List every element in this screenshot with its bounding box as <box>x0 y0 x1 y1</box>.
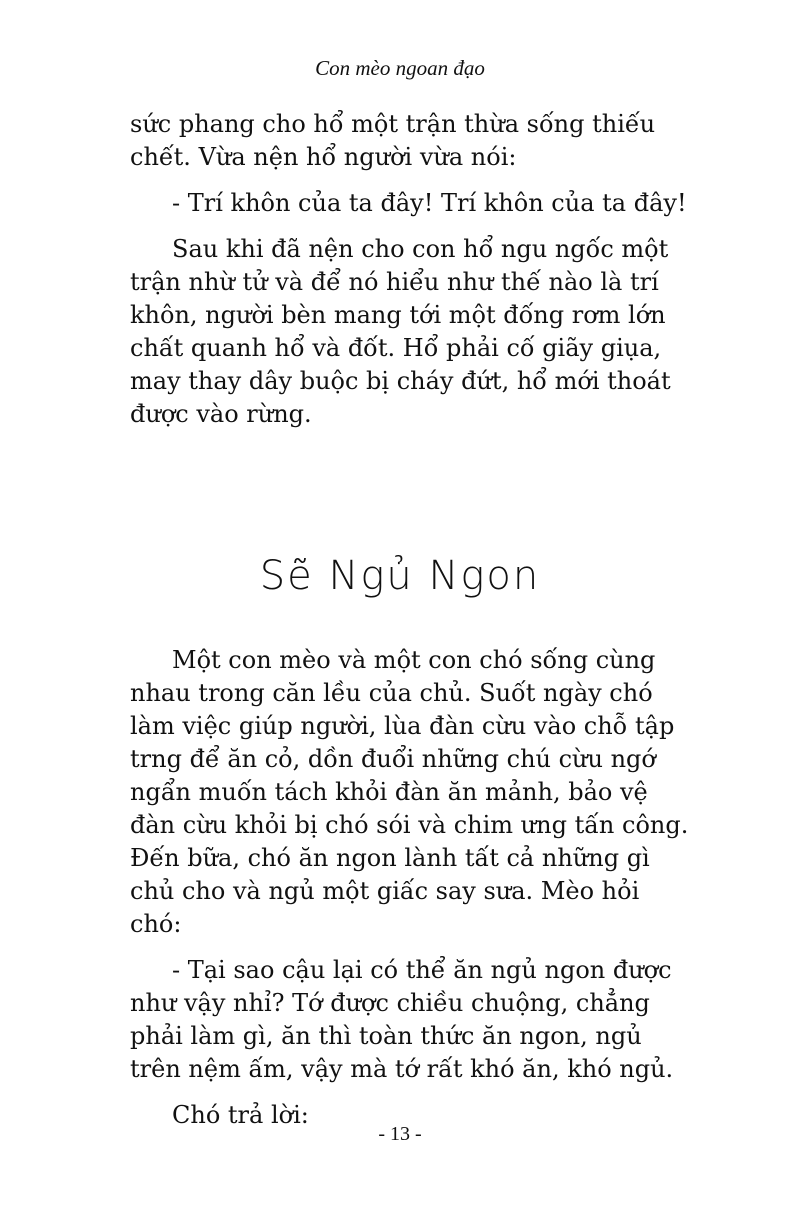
page-number: - 13 - <box>378 1123 422 1145</box>
paragraph-dialogue: - Trí khôn của ta đây! Trí khôn của ta đây! <box>172 189 687 217</box>
paragraph: sức phang cho hổ một trận thừa sống thiếu chết. Vừa nện hổ người vừa nói: <box>130 110 656 171</box>
previous-story-ending <box>130 108 692 431</box>
running-header: Con mèo ngoan đạo <box>315 56 485 80</box>
chapter-title: Sẽ Ngủ Ngon <box>259 553 541 599</box>
paragraph: Chó trả lời: <box>172 1101 309 1129</box>
paragraph: Một con mèo và một con chó sống cùng nhau trong căn lều của chủ. Suốt ngày chó làm việc giúp người, lùa đàn cừu vào chỗ tập trng để ăn cỏ, dồn đuổi những chú cừu ngớ ngẩn muốn tách khỏi đàn ăn mảnh, bảo vệ đàn cừu khỏi bị chó sói và chim ưng tấn công. Đến bữa, chó ăn ngon lành tất cả những gì chủ cho và ngủ một giấc say sưa. Mèo hỏi chó: <box>130 646 689 938</box>
paragraph: Sau khi đã nện cho con hổ ngu ngốc một trận nhừ tử và để nó hiểu như thế nào là trí khôn, người bèn mang tới một đống rơm lớn chất quanh hổ và đốt. Hổ phải cố giãy giụa, may thay dây buộc bị cháy đứt, hổ mới thoát được vào rừng. <box>130 235 671 428</box>
story-body <box>130 644 692 1132</box>
paragraph-dialogue: - Tại sao cậu lại có thể ăn ngủ ngon được như vậy nhỉ? Tớ được chiều chuộng, chẳng phải làm gì, ăn thì toàn thức ăn ngon, ngủ trên nệm ấm, vậy mà tớ rất khó ăn, khó ngủ. <box>130 956 674 1083</box>
